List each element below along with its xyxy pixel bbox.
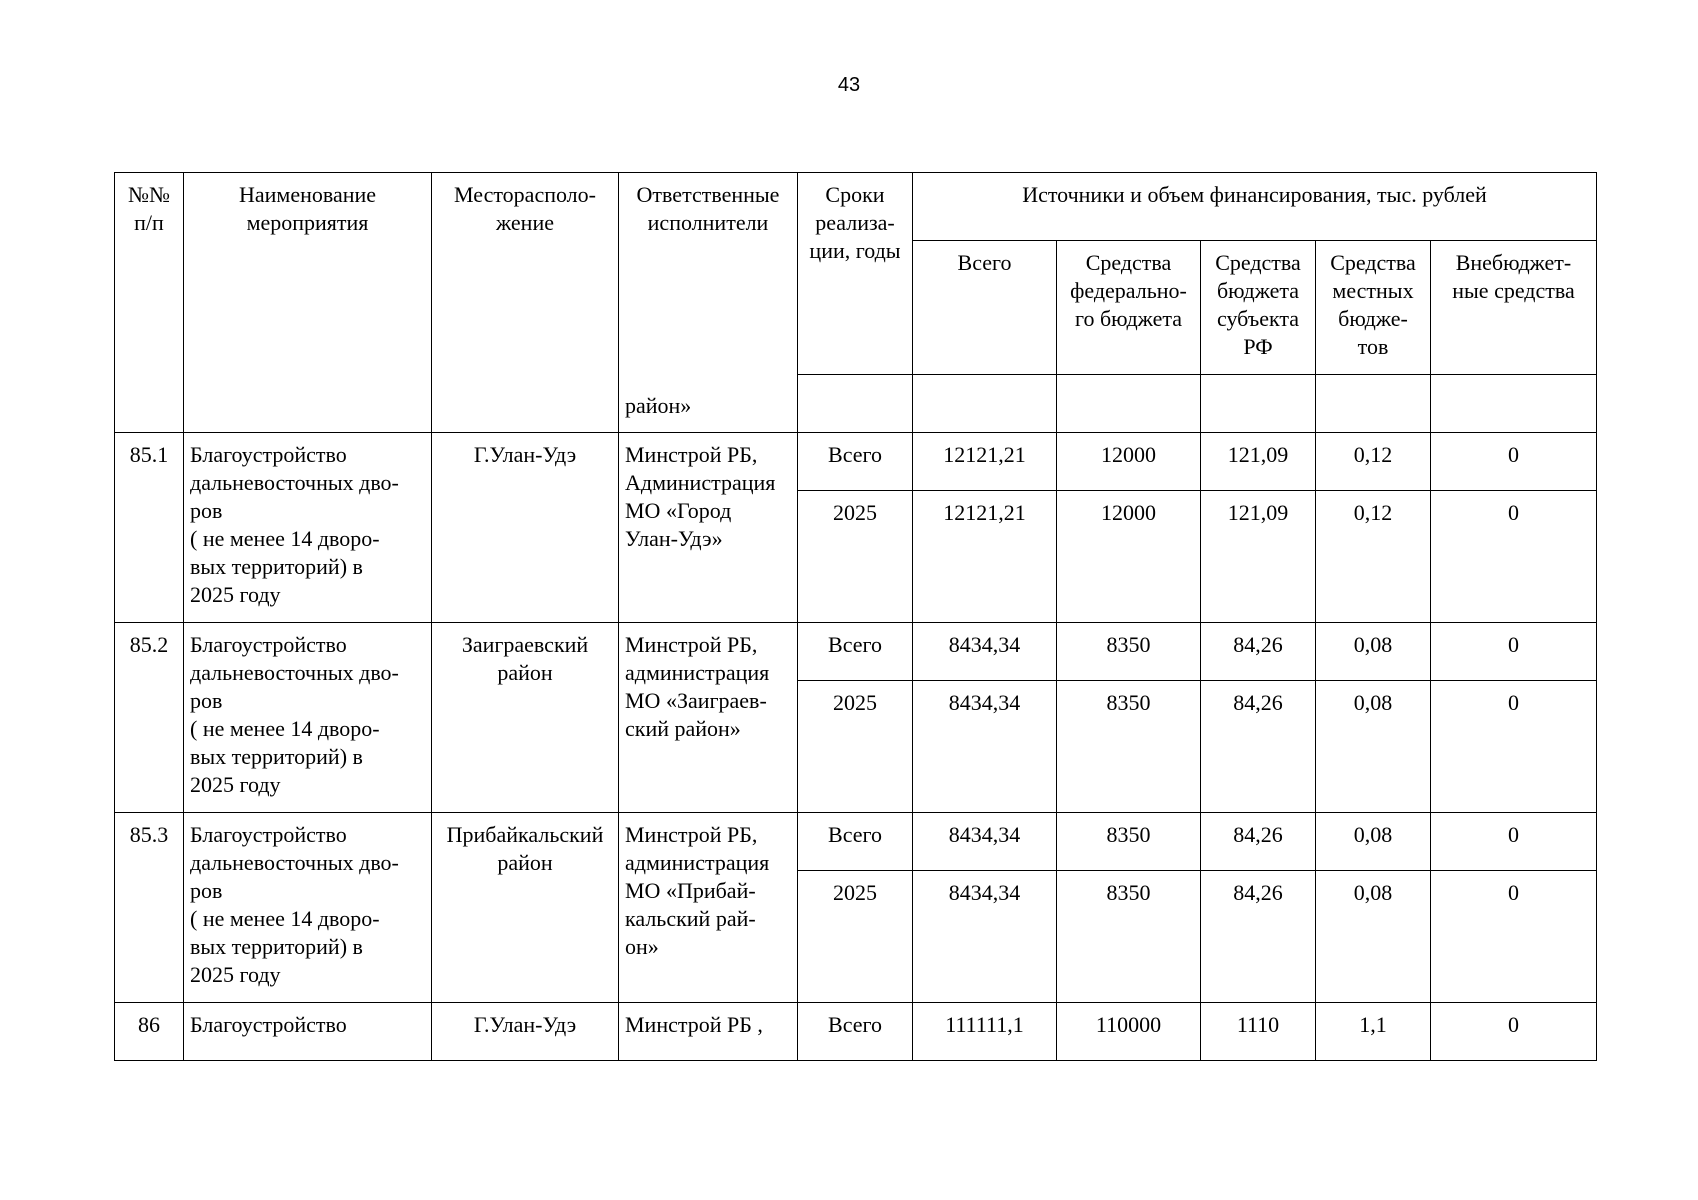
header-federal: Средства федерально- го бюджета [1057,241,1201,375]
row-location: Заиграевский район [432,623,619,813]
row-location: Г.Улан-Удэ [432,1003,619,1061]
row-responsible: Минстрой РБ , [619,1003,798,1061]
cell-total: 8434,34 [913,681,1057,813]
cell-local: 0,08 [1316,623,1431,681]
row-num: 85.3 [115,813,184,1003]
cell-period: 2025 [798,491,913,623]
cell-total: 12121,21 [913,433,1057,491]
cell-total: 8434,34 [913,623,1057,681]
cell-total: 111111,1 [913,1003,1057,1061]
table-row [115,1003,1597,1061]
cell-subject: 121,09 [1201,433,1316,491]
header-total: Всего [913,241,1057,375]
row-name: Благоустройство [184,1003,432,1061]
cell-total: 8434,34 [913,871,1057,1003]
header-offbudget: Внебюджет- ные средства [1431,241,1597,375]
header-empty-cell [1201,375,1316,433]
cell-local: 0,12 [1316,433,1431,491]
cell-subject: 84,26 [1201,681,1316,813]
table-row [115,433,1597,623]
cell-subject: 84,26 [1201,813,1316,871]
row-location: Г.Улан-Удэ [432,433,619,623]
row-name: Благоустройство дальневосточных дво- ров ( не менее 14 дворо- вых территорий) в 2025 году [184,433,432,623]
cell-federal: 12000 [1057,491,1201,623]
cell-offbudget: 0 [1431,813,1597,871]
header-empty-cell [798,375,913,433]
row-name: Благоустройство дальневосточных дво- ров ( не менее 14 дворо- вых территорий) в 2025 году [184,623,432,813]
row-responsible: Минстрой РБ, администрация МО «Заиграев- ский район» [619,623,798,813]
cell-total: 8434,34 [913,813,1057,871]
header-empty-cell [1057,375,1201,433]
cell-subject: 1110 [1201,1003,1316,1061]
header-num: №№ п/п [115,173,184,433]
header-local: Средства местных бюдже- тов [1316,241,1431,375]
header-empty-cell [1316,375,1431,433]
cell-local: 0,08 [1316,871,1431,1003]
cell-offbudget: 0 [1431,681,1597,813]
cell-federal: 110000 [1057,1003,1201,1061]
header-responsible-tail: район» [625,393,692,418]
header-empty-cell [1431,375,1597,433]
cell-subject: 84,26 [1201,623,1316,681]
row-name: Благоустройство дальневосточных дво- ров ( не менее 14 дворо- вых территорий) в 2025 году [184,813,432,1003]
row-num: 85.2 [115,623,184,813]
cell-offbudget: 0 [1431,491,1597,623]
cell-period: Всего [798,813,913,871]
header-sources: Источники и объем финансирования, тыс. рублей [913,173,1597,241]
header-responsible [619,173,798,433]
cell-local: 0,08 [1316,681,1431,813]
financing-table [114,172,1597,1061]
cell-federal: 8350 [1057,813,1201,871]
row-num: 85.1 [115,433,184,623]
cell-local: 1,1 [1316,1003,1431,1061]
cell-period: 2025 [798,681,913,813]
cell-federal: 8350 [1057,623,1201,681]
table-header [115,173,1597,433]
cell-period: 2025 [798,871,913,1003]
header-empty-cell [913,375,1057,433]
row-responsible: Минстрой РБ, администрация МО «Прибай- кальский рай- он» [619,813,798,1003]
header-location: Месторасполо- жение [432,173,619,433]
header-period: Сроки реализа- ции, годы [798,173,913,375]
cell-period: Всего [798,433,913,491]
cell-local: 0,12 [1316,491,1431,623]
cell-offbudget: 0 [1431,433,1597,491]
cell-offbudget: 0 [1431,871,1597,1003]
cell-period: Всего [798,623,913,681]
table-row [115,623,1597,813]
row-location: Прибайкальский район [432,813,619,1003]
header-subject: Средства бюджета субъекта РФ [1201,241,1316,375]
cell-subject: 84,26 [1201,871,1316,1003]
header-responsible-label: Ответственные исполнители [636,182,780,235]
cell-federal: 8350 [1057,871,1201,1003]
cell-period: Всего [798,1003,913,1061]
cell-offbudget: 0 [1431,1003,1597,1061]
page-number: 43 [837,74,861,96]
cell-offbudget: 0 [1431,623,1597,681]
header-name: Наименование мероприятия [184,173,432,433]
cell-federal: 8350 [1057,681,1201,813]
cell-subject: 121,09 [1201,491,1316,623]
cell-total: 12121,21 [913,491,1057,623]
row-num: 86 [115,1003,184,1061]
cell-federal: 12000 [1057,433,1201,491]
row-responsible: Минстрой РБ, Администрация МО «Город Улан-Удэ» [619,433,798,623]
table-row [115,813,1597,1003]
cell-local: 0,08 [1316,813,1431,871]
